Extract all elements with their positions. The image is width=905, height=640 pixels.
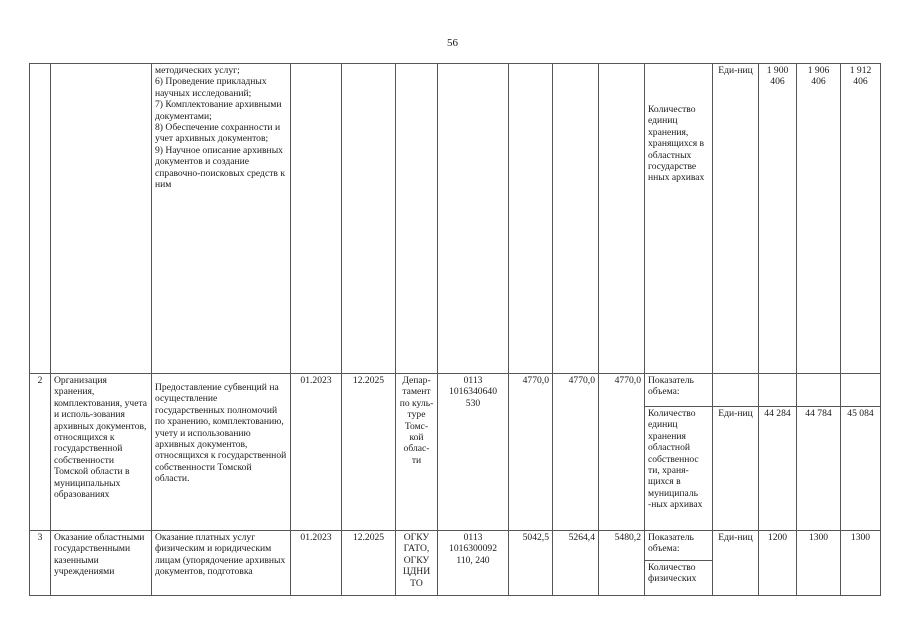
value-year2: [553, 64, 599, 374]
document-table: [29, 63, 881, 596]
value-year1: 5042,5: [509, 531, 553, 596]
unit-cell: Еди-ниц: [713, 407, 759, 531]
indicator-cell: Количество единиц хранения областной собственнос ти, храня-щихся в муниципаль -ных архивах: [645, 407, 713, 531]
start-date: [291, 64, 342, 374]
value-year1: 4770,0: [509, 374, 553, 531]
activities-cell: методических услуг; 6) Проведение прикладных научных исследований; 7) Комплектование архивными документами; 8) Обеспечение сохранности и учет архивных документов; 9) Научное описание архивных документов и создание справочно-поисковых средств к ним: [152, 64, 291, 374]
executor-cell: [396, 64, 438, 374]
target-empty: [797, 374, 841, 407]
start-date: 01.2023: [291, 531, 342, 596]
target-empty: [759, 374, 797, 407]
activities-cell: Предоставление субвенций на осуществление государственных полномочий по хранению, комплектованию, учету и использованию архивных документов, относящихся к государственной собственности Томской области.: [152, 374, 291, 531]
end-date: 12.2025: [342, 531, 396, 596]
value-year3: 5480,2: [599, 531, 645, 596]
executor-cell: ОГКУ ГАТО, ОГКУ ЦДНИ ТО: [396, 531, 438, 596]
unit-cell: Еди-ниц: [713, 64, 759, 374]
unit-cell-empty: [713, 374, 759, 407]
activities-cell: Оказание платных услуг физическим и юридическим лицам (упорядочение архивных документов, подготовка: [152, 531, 291, 596]
target-year3: 45 084: [841, 407, 881, 531]
task-name: Оказание областными государственными казенными учреждениями: [51, 531, 152, 596]
row-number: [30, 64, 51, 374]
target-year3: 1 912 406: [841, 64, 881, 374]
value-year2: 5264,4: [553, 531, 599, 596]
task-name: [51, 64, 152, 374]
indicator-header: Показатель объема:: [645, 374, 713, 407]
target-year1: 1 900 406: [759, 64, 797, 374]
target-year3: 1300: [841, 531, 881, 596]
row-number: 2: [30, 374, 51, 531]
indicator-header: Показатель объема:: [645, 531, 713, 561]
target-year1: 44 284: [759, 407, 797, 531]
budget-code: [438, 64, 509, 374]
value-year1: [509, 64, 553, 374]
end-date: [342, 64, 396, 374]
budget-code: 0113 1016300092 110, 240: [438, 531, 509, 596]
end-date: 12.2025: [342, 374, 396, 531]
table-row: [30, 64, 881, 374]
table-row: [30, 374, 881, 407]
task-name: Организация хранения, комплектования, учета и исполь-зования архивных документов, относящихся к государственной собственности Томской области в муниципальных образованиях: [51, 374, 152, 531]
target-year1: 1200: [759, 531, 797, 596]
target-empty: [841, 374, 881, 407]
target-year2: 44 784: [797, 407, 841, 531]
value-year3: [599, 64, 645, 374]
value-year3: 4770,0: [599, 374, 645, 531]
row-number: 3: [30, 531, 51, 596]
table-row: [30, 531, 881, 561]
indicator-cell: Количество единиц хранения, хранящихся в областных государстве нных архивах: [645, 64, 713, 374]
target-year2: 1 906 406: [797, 64, 841, 374]
start-date: 01.2023: [291, 374, 342, 531]
value-year2: 4770,0: [553, 374, 599, 531]
budget-code: 0113 1016340640 530: [438, 374, 509, 531]
unit-cell: Еди-ниц: [713, 531, 759, 596]
indicator-cell: Количество физических: [645, 561, 713, 596]
target-year2: 1300: [797, 531, 841, 596]
page-number: 56: [447, 37, 458, 49]
executor-cell: Депар-тамент по куль-туре Томс-кой облас-ти: [396, 374, 438, 531]
